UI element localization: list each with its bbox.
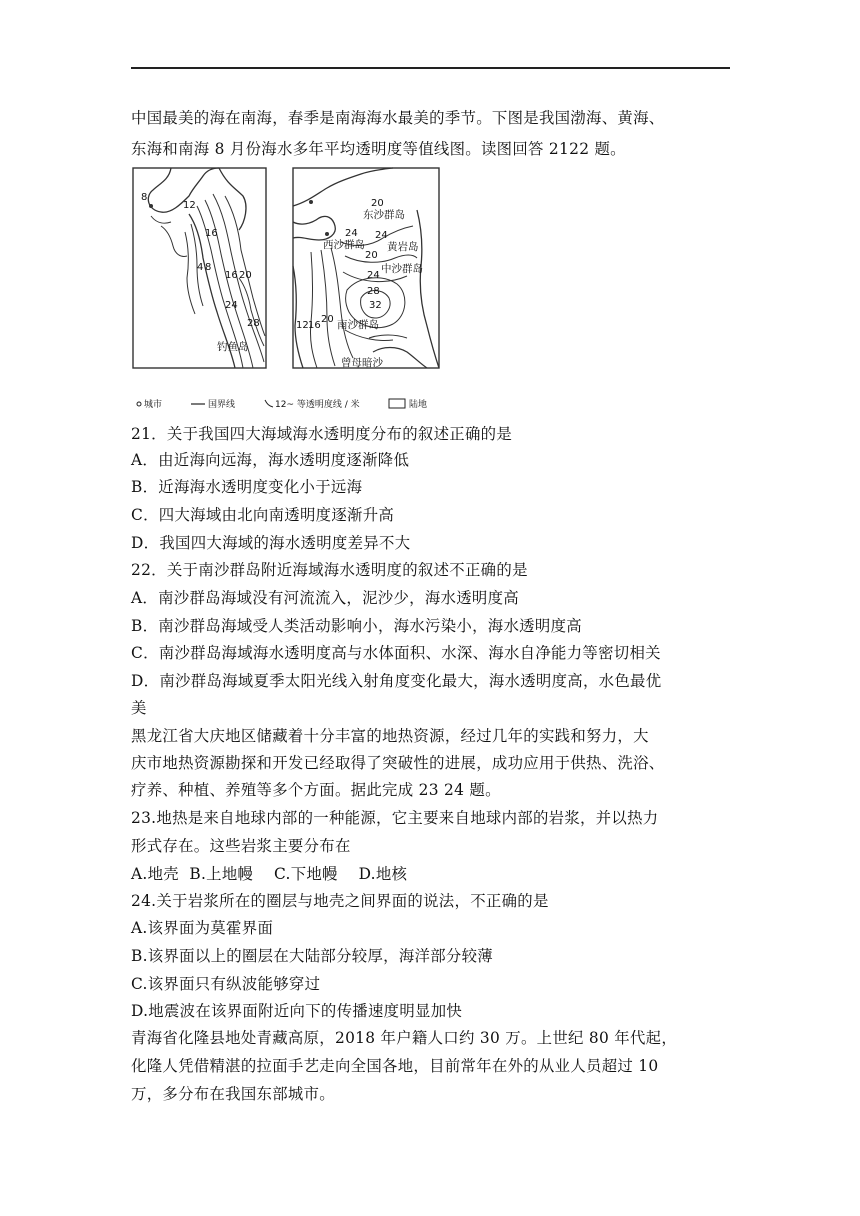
q21-option-a: A．由近海向远海，海水透明度逐渐降低 bbox=[131, 451, 410, 469]
svg-text:12~ 等透明度线 / 米: 12~ 等透明度线 / 米 bbox=[275, 400, 360, 410]
svg-text:中沙群岛: 中沙群岛 bbox=[381, 263, 423, 275]
svg-text:黄岩岛: 黄岩岛 bbox=[387, 241, 419, 253]
svg-text:西沙群岛: 西沙群岛 bbox=[323, 239, 365, 251]
q21-option-b: B．近海海水透明度变化小于远海 bbox=[131, 478, 363, 496]
q23-stem-line1: 23.地热是来自地球内部的一种能源，它主要来自地球内部的岩浆，并以热力 bbox=[131, 809, 659, 827]
intro2-line3: 疗养、种植、养殖等多个方面。据此完成 23 24 题。 bbox=[131, 781, 501, 799]
header-rule bbox=[131, 67, 730, 69]
intro1-line1: 中国最美的海在南海，春季是南海海水最美的季节。下图是我国渤海、黄海、 bbox=[131, 109, 665, 127]
svg-text:南沙群岛: 南沙群岛 bbox=[337, 319, 379, 331]
svg-text:20: 20 bbox=[365, 250, 378, 261]
svg-text:20: 20 bbox=[239, 270, 252, 281]
intro3-line3: 万，多分布在我国东部城市。 bbox=[131, 1085, 335, 1103]
svg-text:16: 16 bbox=[308, 320, 321, 331]
transparency-map-figure bbox=[131, 166, 446, 414]
svg-text:8: 8 bbox=[141, 192, 148, 203]
q21-stem: 21．关于我国四大海域海水透明度分布的叙述正确的是 bbox=[131, 425, 513, 443]
q23-stem-line2: 形式存在。这些岩浆主要分布在 bbox=[131, 837, 351, 855]
svg-text:曾母暗沙: 曾母暗沙 bbox=[341, 357, 383, 369]
q22-option-c: C．南沙群岛海域海水透明度高与水体面积、水深、海水自净能力等密切相关 bbox=[131, 644, 661, 662]
svg-text:16: 16 bbox=[205, 228, 218, 239]
svg-text:28: 28 bbox=[247, 318, 260, 329]
intro3-line2: 化隆人凭借精湛的拉面手艺走向全国各地，目前常年在外的从业人员超过 10 bbox=[131, 1057, 659, 1075]
svg-text:32: 32 bbox=[369, 300, 382, 311]
q21-option-d: D．我国四大海域的海水透明度差异不大 bbox=[131, 534, 411, 552]
svg-text:28: 28 bbox=[367, 286, 380, 297]
intro3-line1: 青海省化隆县地处青藏高原，2018 年户籍人口约 30 万。上世纪 80 年代起， bbox=[131, 1029, 678, 1047]
right-map-labels bbox=[296, 198, 423, 369]
svg-text:国界线: 国界线 bbox=[208, 400, 236, 410]
svg-text:钓鱼岛: 钓鱼岛 bbox=[217, 341, 249, 353]
svg-text:12: 12 bbox=[183, 200, 196, 211]
q22-option-d: D．南沙群岛海域夏季太阳光线入射角度变化最大，海水透明度高，水色最优 bbox=[131, 672, 662, 690]
svg-text:8: 8 bbox=[205, 262, 212, 273]
svg-text:24: 24 bbox=[375, 230, 388, 241]
svg-text:20: 20 bbox=[321, 314, 334, 325]
q24-option-a: A.该界面为莫霍界面 bbox=[131, 919, 274, 937]
q24-option-c: C.该界面只有纵波能够穿过 bbox=[131, 975, 321, 993]
intro1-line2: 东海和南海 8 月份海水多年平均透明度等值线图。读图回答 2122 题。 bbox=[131, 140, 626, 158]
svg-text:16: 16 bbox=[225, 270, 238, 281]
svg-text:东沙群岛: 东沙群岛 bbox=[363, 209, 405, 221]
svg-text:4: 4 bbox=[197, 262, 204, 273]
q22-option-a: A．南沙群岛海域没有河流流入，泥沙少，海水透明度高 bbox=[131, 589, 519, 607]
q21-option-c: C．四大海域由北向南透明度逐渐升高 bbox=[131, 506, 395, 524]
q22-option-b: B．南沙群岛海域受人类活动影响小，海水污染小，海水透明度高 bbox=[131, 617, 582, 635]
svg-text:24: 24 bbox=[367, 270, 380, 281]
q24-option-b: B.该界面以上的圈层在大陆部分较厚，海洋部分较薄 bbox=[131, 947, 493, 965]
svg-text:24: 24 bbox=[225, 300, 238, 311]
svg-text:城市: 城市 bbox=[144, 400, 163, 410]
svg-text:24: 24 bbox=[345, 228, 358, 239]
svg-text:20: 20 bbox=[371, 198, 384, 209]
intro2-line1: 黑龙江省大庆地区储藏着十分丰富的地热资源，经过几年的实践和努力，大 bbox=[131, 727, 649, 745]
q22-option-d-cont: 美 bbox=[131, 699, 147, 717]
q24-option-d: D.地震波在该界面附近向下的传播速度明显加快 bbox=[131, 1002, 463, 1020]
q24-stem: 24.关于岩浆所在的圈层与地壳之间界面的说法，不正确的是 bbox=[131, 892, 549, 910]
svg-text:陆地: 陆地 bbox=[409, 400, 428, 410]
q22-stem: 22．关于南沙群岛附近海域海水透明度的叙述不正确的是 bbox=[131, 561, 528, 579]
svg-text:12: 12 bbox=[296, 320, 309, 331]
q23-options: A.地壳 B.上地幔 C.下地幔 D.地核 bbox=[131, 865, 408, 883]
left-map-city bbox=[149, 204, 153, 208]
intro2-line2: 庆市地热资源勘探和开发已经取得了突破性的进展，成功应用于供热、洗浴、 bbox=[131, 754, 665, 772]
map-legend bbox=[137, 398, 427, 410]
